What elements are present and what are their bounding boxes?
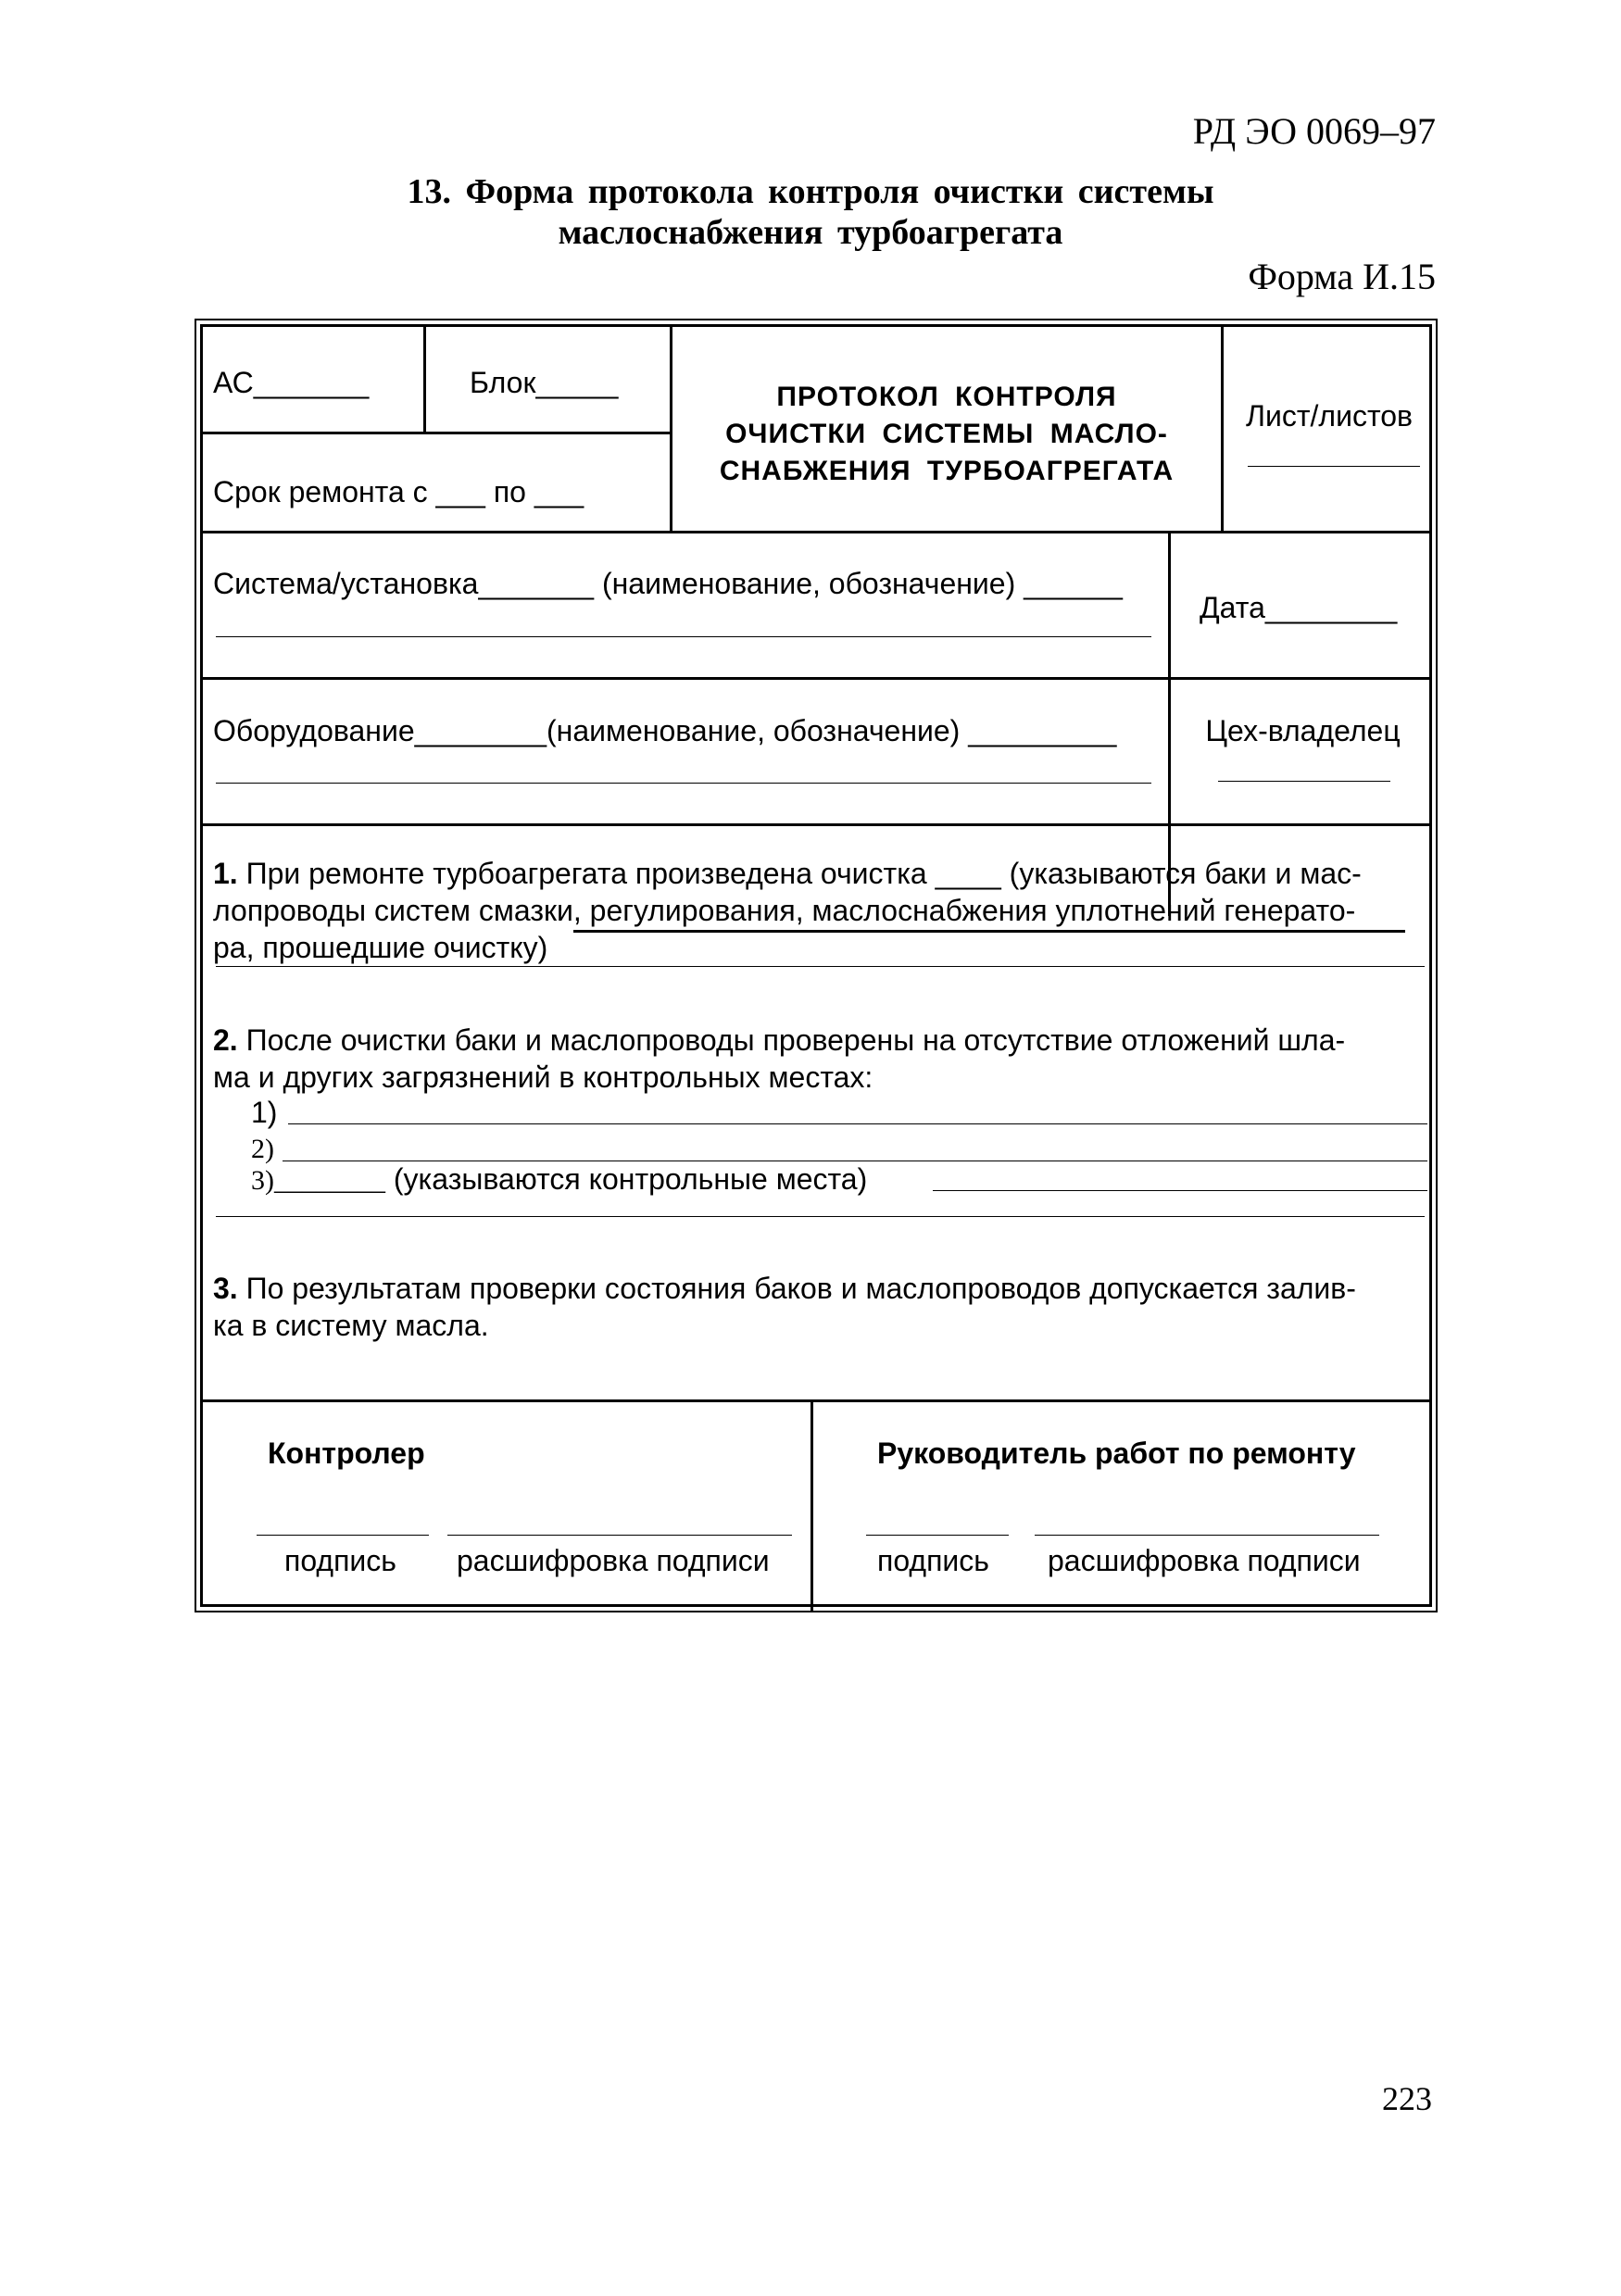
sheets-label: Лист/листов xyxy=(1245,399,1414,433)
item-2-line-1: После очистки баки и маслопроводы проверены на отсутствие отложений шла- xyxy=(245,1023,1346,1057)
item-2-field-line[interactable] xyxy=(216,1216,1425,1217)
block-field[interactable]: Блок_____ xyxy=(470,366,619,399)
equipment-field-line[interactable] xyxy=(216,783,1151,784)
form-number: Форма И.15 xyxy=(1248,256,1436,297)
divider xyxy=(423,327,426,432)
item-1-line-3: ра, прошедшие очистку) xyxy=(213,931,548,964)
system-field[interactable]: Система/установка_______ (наименование, обозначение) ______ xyxy=(213,567,1123,600)
item-2-line-2: ма и других загрязнений в контрольных местах: xyxy=(213,1060,873,1094)
page-title xyxy=(0,171,1621,253)
protocol-title-line-2: ОЧИСТКИ СИСТЕМЫ МАСЛО- xyxy=(725,419,1168,449)
item-3-line-2: ка в систему масла. xyxy=(213,1309,489,1342)
as-field[interactable]: АС_______ xyxy=(213,366,370,399)
form-inner-border xyxy=(200,324,1432,1607)
protocol-title-line-1: ПРОТОКОЛ КОНТРОЛЯ xyxy=(776,382,1117,412)
owner-shop-label: Цех-владелец xyxy=(1205,714,1401,747)
manager-signature-decode-field[interactable] xyxy=(1035,1535,1379,1536)
item-1-line-1: При ремонте турбоагрегата произведена очистка ____ (указываются баки и мас- xyxy=(245,857,1362,890)
control-point-1-field[interactable] xyxy=(288,1123,1427,1124)
controller-signature-decode-label: расшифровка подписи xyxy=(457,1544,770,1577)
divider xyxy=(203,432,672,434)
manager-signature-field[interactable] xyxy=(866,1535,1009,1536)
equipment-field[interactable]: Оборудование________(наименование, обозначение) _________ xyxy=(213,714,1117,747)
title-line-2: маслоснабжения турбоагрегата xyxy=(558,213,1063,252)
divider xyxy=(203,531,1429,533)
controller-signature-label: подпись xyxy=(284,1544,396,1577)
divider xyxy=(203,823,1429,826)
item-3-number: 3. xyxy=(213,1272,238,1305)
item-1-field[interactable] xyxy=(573,930,1405,933)
item-2 xyxy=(213,1022,1426,1096)
control-point-3-field[interactable] xyxy=(933,1190,1427,1191)
divider xyxy=(203,1399,1429,1402)
document-code: РД ЭО 0069–97 xyxy=(1192,110,1436,152)
control-point-3-number: 3)________ xyxy=(251,1165,385,1196)
title-line-1: 13. Форма протокола контроля очистки системы xyxy=(407,172,1214,211)
item-3-line-1: По результатам проверки состояния баков и маслопроводов допускается залив- xyxy=(245,1272,1356,1305)
item-3 xyxy=(213,1270,1426,1344)
divider xyxy=(203,677,1429,680)
item-1-field-line[interactable] xyxy=(216,966,1425,967)
item-1-line-2: лопроводы систем смазки, регулирования, маслоснабжения уплотнений генерато- xyxy=(213,894,1356,927)
controller-signature-field[interactable] xyxy=(257,1535,429,1536)
control-point-1: 1) xyxy=(251,1096,278,1129)
protocol-form xyxy=(195,319,1438,1612)
control-point-3 xyxy=(251,1161,867,1199)
sheets-field[interactable] xyxy=(1248,466,1420,467)
protocol-title-line-3: СНАБЖЕНИЯ ТУРБОАГРЕГАТА xyxy=(719,456,1175,486)
date-field[interactable]: Дата________ xyxy=(1200,591,1398,624)
manager-signature-decode-label: расшифровка подписи xyxy=(1048,1544,1361,1577)
repair-period-field[interactable]: Срок ремонта с ___ по ___ xyxy=(213,475,584,508)
item-1-number: 1. xyxy=(213,857,238,890)
owner-shop-field[interactable] xyxy=(1218,781,1390,782)
manager-signature-label: подпись xyxy=(877,1544,989,1577)
item-1 xyxy=(213,855,1426,966)
control-point-2: 2) xyxy=(251,1134,274,1164)
item-2-number: 2. xyxy=(213,1023,238,1057)
protocol-title xyxy=(672,379,1221,490)
controller-signature-decode-field[interactable] xyxy=(447,1535,792,1536)
system-field-line[interactable] xyxy=(216,636,1151,637)
page-number: 223 xyxy=(1382,2080,1432,2117)
control-point-3-text: (указываются контрольные места) xyxy=(393,1162,868,1196)
divider xyxy=(810,1399,813,1612)
controller-label: Контролер xyxy=(268,1437,425,1470)
manager-label: Руководитель работ по ремонту xyxy=(877,1437,1356,1470)
